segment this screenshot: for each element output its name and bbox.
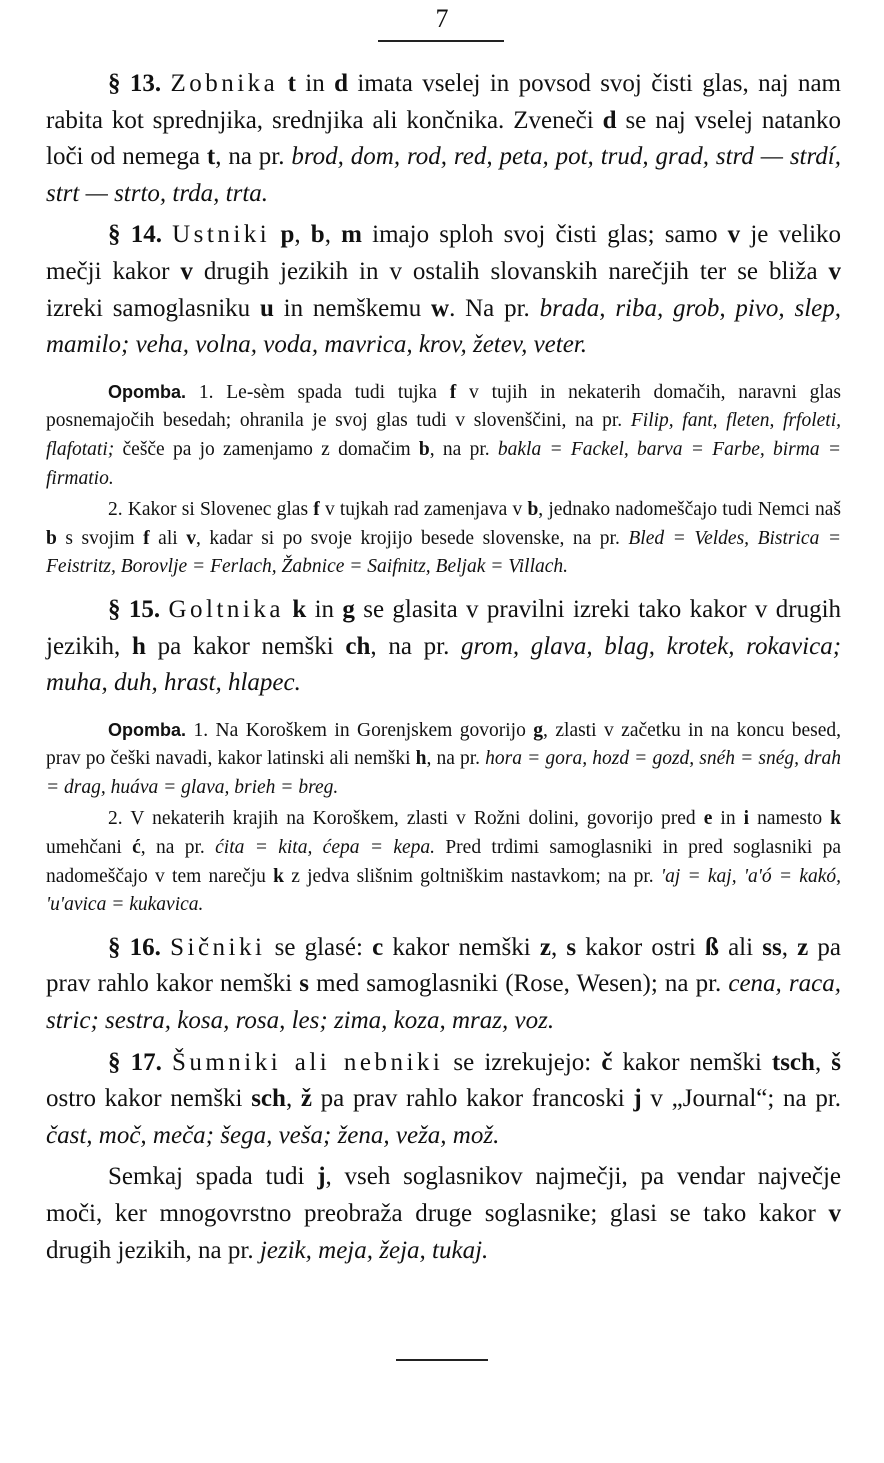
text-run: drugih jezikih, na pr. — [46, 1236, 260, 1264]
text-run: ali — [149, 527, 187, 549]
text-run: , — [324, 221, 342, 249]
section-heading: Zobnika — [170, 70, 279, 97]
footer-rule — [396, 1359, 488, 1361]
section-sign: § — [108, 1048, 121, 1076]
letter-term: f — [143, 527, 150, 549]
text-run: pa prav rahlo kakor nemški — [46, 933, 841, 998]
text-run: se glasita v pravilni izreki tako kakor v drugih jezikih, — [46, 595, 842, 660]
text-run: , na pr. — [215, 143, 292, 171]
example-words: Filip, fant, fleten, frfoleti, flafotati; — [46, 410, 841, 460]
letter-term: b — [418, 438, 430, 460]
text-run: . Na pr. — [449, 294, 540, 322]
page-body — [46, 66, 841, 1274]
text-run: , — [294, 221, 311, 249]
letter-term: h — [415, 748, 427, 770]
section-paragraph — [46, 66, 841, 212]
text-run: , jednako nadomeščajo tudi Nemci naš — [538, 499, 841, 521]
letter-term: f — [449, 381, 457, 403]
letter-term: j — [633, 1085, 642, 1113]
text-run: , — [814, 1048, 832, 1076]
example-words: ćita = kita, ćepa = kepa. — [215, 837, 435, 859]
note-label: Opomba. — [108, 381, 187, 402]
text-run: umehčani — [46, 837, 133, 859]
example-words: brod, dom, rod, red, peta, pot, trud, grad, strd — strdí, strt — strto, trda, trta. — [46, 143, 841, 207]
text-run: in nemškemu — [273, 294, 432, 322]
section-number: 15. — [128, 595, 161, 623]
example-words: jezik, meja, žeja, tukaj. — [259, 1236, 489, 1264]
letter-term: u — [259, 294, 274, 322]
text-run — [278, 70, 287, 97]
text-run: se izrekujejo: — [443, 1048, 602, 1076]
letter-term: k — [273, 865, 284, 887]
letter-term: v — [186, 527, 196, 549]
letter-term: ž — [300, 1085, 312, 1113]
text-run: , kadar si po svoje krojijo besede slovenske, na pr. — [195, 527, 629, 549]
text-run: v tujih in nekaterih domačih, naravni glas posnemajočih besedah; ohranila je svoj glas tudi v slovenščini, na pr. — [46, 381, 841, 432]
text-run: Semkaj spada tudi — [108, 1163, 318, 1191]
text-run: namesto — [749, 808, 831, 830]
section-number: 16. — [129, 933, 161, 961]
text-run: , na pr. — [426, 748, 486, 770]
text-run: češče pa jo zamenjamo z domačim — [114, 438, 419, 460]
letter-term: h — [131, 632, 146, 660]
letter-term: b — [46, 527, 57, 549]
letter-term: e — [703, 808, 713, 830]
letter-term: f — [313, 499, 320, 521]
text-run: v tujkah rad zamenjava v — [319, 499, 528, 521]
letter-term: w — [431, 294, 450, 322]
section-number: 14. — [130, 221, 162, 249]
example-words: brada, riba, grob, pivo, slep, mamilo; veha, volna, voda, mavrica, krov, žetev, veter. — [46, 294, 841, 359]
text-run: v „Journal“; na pr. — [641, 1085, 842, 1113]
section-sign: § — [108, 221, 121, 249]
section-sign: § — [108, 595, 121, 623]
letter-term: c — [372, 933, 384, 961]
text-run: se naj vselej natanko loči od nemega — [46, 106, 842, 171]
text-run: imata vselej in povsod svoj čisti glas, naj nam rabita kot sprednjika, srednjika ali končnika. Zveneči — [46, 70, 842, 134]
letter-term: sch — [251, 1085, 286, 1113]
text-run: in — [295, 70, 335, 97]
letter-term: š — [831, 1048, 842, 1076]
text-run: Pred trdimi samoglasniki in pred soglasniki pa nadomeščajo v tem narečju — [46, 837, 841, 887]
text-run: med samoglasniki (Rose, Wesen); na pr. — [309, 970, 729, 998]
text-run: 2. V nekaterih krajih na Koroškem, zlasti v Rožni dolini, govorijo pred — [108, 808, 704, 830]
section-number: 17. — [130, 1048, 162, 1076]
text-run: pa prav rahlo kakor francoski — [311, 1085, 634, 1113]
text-run: , — [550, 933, 567, 961]
text-run: drugih jezikih in v ostalih slovanskih narečjih ter se bliža — [192, 257, 829, 285]
page-number: 7 — [435, 4, 449, 33]
letter-term: č — [601, 1048, 613, 1076]
text-run: , na pr. — [429, 438, 498, 460]
text-run: imajo sploh svoj čisti glas; samo — [361, 221, 728, 249]
letter-term: v — [727, 221, 741, 249]
example-words: hora = gora, hozd = gozd, snéh = snég, drah = drag, huáva = glava, brieh = breg. — [46, 748, 841, 798]
text-run: je veliko mečji kakor — [46, 221, 842, 285]
section-sign: § — [108, 933, 121, 961]
letter-term: k — [292, 595, 307, 623]
section-number: 13. — [129, 70, 162, 97]
example-words: bakla = Fackel, barva = Farbe, birma = firmatio. — [46, 438, 841, 489]
letter-term: b — [527, 499, 539, 521]
text-run: z jedva slišnim goltniškim nastavkom; na pr. — [283, 865, 661, 887]
letter-term: v — [828, 1200, 841, 1227]
letter-term: t — [206, 143, 216, 171]
letter-term: t — [287, 70, 296, 97]
letter-term: ch — [345, 632, 371, 660]
example-words: grom, glava, blag, krotek, rokavica; muha, duh, hrast, hlapec. — [46, 632, 842, 697]
letter-term: g — [533, 719, 544, 741]
text-run: , — [285, 1085, 301, 1113]
section-sign: § — [108, 70, 121, 97]
letter-term: s — [566, 933, 577, 961]
letter-term: b — [310, 221, 325, 249]
footnote-paragraph — [46, 805, 841, 919]
example-words: 'aj = kaj, 'a'ó = kakó, 'u'avica = kukavica. — [46, 865, 841, 916]
footnote-paragraph — [46, 378, 841, 493]
text-run: se glasé: — [265, 933, 373, 961]
text-run: in — [306, 595, 343, 623]
text-run: kakor nemški — [383, 933, 540, 961]
section-heading: Ustniki — [172, 221, 271, 249]
letter-term: z — [797, 933, 809, 961]
letter-term: d — [334, 70, 348, 97]
text-run: , na pr. — [370, 632, 462, 660]
letter-term: d — [602, 106, 617, 134]
text-run: kakor ostri — [576, 933, 705, 961]
text-run: , zlasti v začetku in na koncu besed, prav po češki navadi, kakor latinski ali nemški — [46, 719, 841, 770]
example-words: cena, raca, stric; sestra, kosa, rosa, les; zima, koza, mraz, voz. — [46, 970, 841, 1035]
section-heading: Šumniki ali nebniki — [171, 1048, 444, 1076]
text-run: ostro kakor nemški — [46, 1085, 252, 1113]
letter-term: tsch — [771, 1048, 815, 1076]
letter-term: g — [342, 595, 355, 623]
letter-term: z — [539, 933, 551, 961]
text-run — [270, 221, 280, 248]
section-heading: Goltnika — [168, 595, 284, 623]
letter-term: p — [280, 221, 295, 249]
text-run: izreki samoglasniku — [46, 294, 260, 322]
example-words: Bled = Veldes, Bistrica = Feistritz, Borovlje = Ferlach, Žabnice = Saifnitz, Beljak = Villach. — [46, 527, 842, 578]
section-paragraph — [46, 217, 841, 363]
text-run: , na pr. — [140, 837, 216, 859]
text-run: ali — [718, 933, 763, 961]
section-continuation — [46, 1159, 841, 1269]
footnote-paragraph — [46, 496, 841, 582]
text-run: 1. Le-sèm spada tudi tujka — [186, 381, 450, 403]
letter-term: s — [299, 970, 310, 998]
header-rule — [378, 40, 504, 42]
text-run: , — [781, 933, 798, 961]
text-run: in — [712, 808, 744, 830]
letter-term: k — [830, 808, 842, 830]
letter-term: j — [317, 1163, 326, 1191]
text-run: kakor nemški — [612, 1048, 772, 1076]
letter-term: v — [828, 257, 842, 285]
example-words: čast, moč, meča; šega, veša; žena, veža, mož. — [46, 1121, 500, 1149]
letter-term: m — [341, 221, 362, 249]
text-run: pa kakor nemški — [145, 632, 346, 660]
section-heading: Sičniki — [170, 933, 266, 961]
letter-term: ss — [762, 933, 782, 961]
note-label: Opomba. — [108, 719, 187, 740]
letter-term: v — [180, 257, 193, 285]
letter-term: ß — [705, 933, 719, 961]
section-paragraph — [46, 592, 841, 702]
text-run: , vseh soglasnikov najmečji, pa vendar največje moči, ker mnogovrstno preobraža druge soglasnike; glasi se tako kakor — [46, 1163, 841, 1227]
text-run: s svojim — [56, 527, 144, 549]
section-paragraph — [46, 930, 841, 1040]
letter-term: ć — [132, 837, 141, 859]
footnote-paragraph — [46, 716, 841, 803]
section-paragraph — [46, 1045, 841, 1155]
letter-term: i — [743, 808, 750, 830]
text-run: 2. Kakor si Slovenec glas — [108, 499, 314, 521]
text-run: 1. Na Koroškem in Gorenjskem govorijo — [186, 719, 534, 741]
